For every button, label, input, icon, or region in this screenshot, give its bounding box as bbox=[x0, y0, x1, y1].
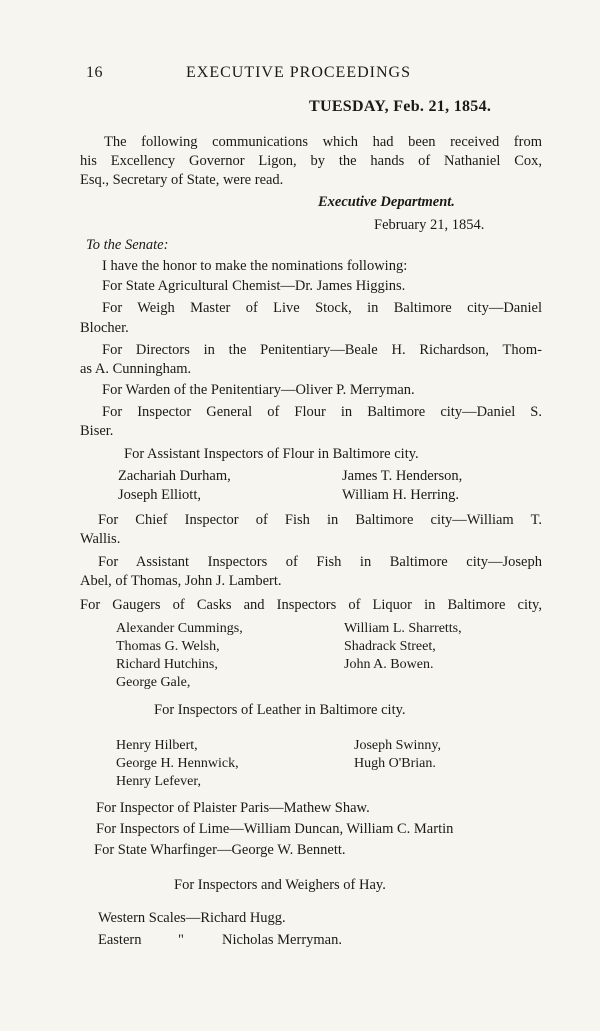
message-date: February 21, 1854. bbox=[374, 217, 485, 233]
date-heading: TUESDAY, Feb. 21, 1854. bbox=[309, 98, 492, 115]
leather-right-1: Joseph Swinny, bbox=[354, 738, 441, 753]
nomination-lime: For Inspectors of Lime—William Duncan, William C. Martin bbox=[96, 821, 454, 837]
running-title: EXECUTIVE PROCEEDINGS bbox=[186, 64, 411, 81]
nomination-warden: For Warden of the Penitentiary—Oliver P. Merryman. bbox=[102, 382, 415, 398]
nomination-fish-assist-2: Abel, of Thomas, John J. Lambert. bbox=[80, 573, 282, 589]
leather-left-3: Henry Lefever, bbox=[116, 774, 201, 789]
flour-assistant-left-2: Joseph Elliott, bbox=[118, 487, 201, 503]
nomination-wharfinger: For State Wharfinger—George W. Bennett. bbox=[94, 842, 346, 858]
hay-western: Western Scales—Richard Hugg. bbox=[98, 910, 286, 926]
intro-line-1: The following communications which had been received from bbox=[104, 134, 542, 150]
flour-assistant-right-1: James T. Henderson, bbox=[342, 468, 463, 484]
gauger-right-3: John A. Bowen. bbox=[344, 657, 434, 672]
department-label: Executive Department. bbox=[318, 194, 455, 210]
flour-assistants-heading: For Assistant Inspectors of Flour in Baltimore city. bbox=[124, 446, 419, 462]
leather-heading: For Inspectors of Leather in Baltimore city. bbox=[154, 702, 406, 718]
nomination-flour-general-2: Biser. bbox=[80, 423, 114, 439]
nomination-penitentiary-1: For Directors in the Penitentiary—Beale H. Richardson, Thom- bbox=[102, 342, 542, 358]
hay-eastern-label: Eastern bbox=[98, 932, 142, 948]
gauger-left-2: Thomas G. Welsh, bbox=[116, 639, 220, 654]
nomination-fish-chief-1: For Chief Inspector of Fish in Baltimore city—William T. bbox=[98, 512, 542, 528]
nomination-fish-assist-1: For Assistant Inspectors of Fish in Baltimore city—Joseph bbox=[98, 554, 542, 570]
gauger-left-1: Alexander Cummings, bbox=[116, 621, 243, 636]
salutation: To the Senate: bbox=[86, 237, 169, 253]
intro-line-2: his Excellency Governor Ligon, by the hands of Nathaniel Cox, bbox=[80, 153, 542, 169]
leather-left-1: Henry Hilbert, bbox=[116, 738, 198, 753]
hay-eastern-name: Nicholas Merryman. bbox=[222, 932, 342, 948]
hay-heading: For Inspectors and Weighers of Hay. bbox=[174, 877, 386, 893]
nomination-flour-general-1: For Inspector General of Flour in Baltimore city—Daniel S. bbox=[102, 404, 542, 420]
nomination-fish-chief-2: Wallis. bbox=[80, 531, 121, 547]
leather-left-2: George H. Hennwick, bbox=[116, 756, 239, 771]
nomination-penitentiary-2: as A. Cunningham. bbox=[80, 361, 192, 377]
nomination-weigh-master-2: Blocher. bbox=[80, 320, 129, 336]
gauger-right-2: Shadrack Street, bbox=[344, 639, 436, 654]
gauger-left-4: George Gale, bbox=[116, 675, 191, 690]
gauger-right-1: William L. Sharretts, bbox=[344, 621, 462, 636]
hay-eastern-ditto: " bbox=[178, 932, 184, 948]
nomination-plaister: For Inspector of Plaister Paris—Mathew Shaw. bbox=[96, 800, 370, 816]
leather-right-2: Hugh O'Brian. bbox=[354, 756, 436, 771]
gauger-left-3: Richard Hutchins, bbox=[116, 657, 218, 672]
gaugers-heading: For Gaugers of Casks and Inspectors of Liquor in Baltimore city, bbox=[80, 597, 542, 613]
nomination-chemist: For State Agricultural Chemist—Dr. James Higgins. bbox=[102, 278, 406, 294]
opening-line: I have the honor to make the nominations following: bbox=[102, 258, 408, 274]
page-number: 16 bbox=[86, 64, 103, 81]
intro-line-3: Esq., Secretary of State, were read. bbox=[80, 172, 284, 188]
nomination-weigh-master-1: For Weigh Master of Live Stock, in Baltimore city—Daniel bbox=[102, 300, 542, 316]
flour-assistant-right-2: William H. Herring. bbox=[342, 487, 459, 503]
flour-assistant-left-1: Zachariah Durham, bbox=[118, 468, 231, 484]
